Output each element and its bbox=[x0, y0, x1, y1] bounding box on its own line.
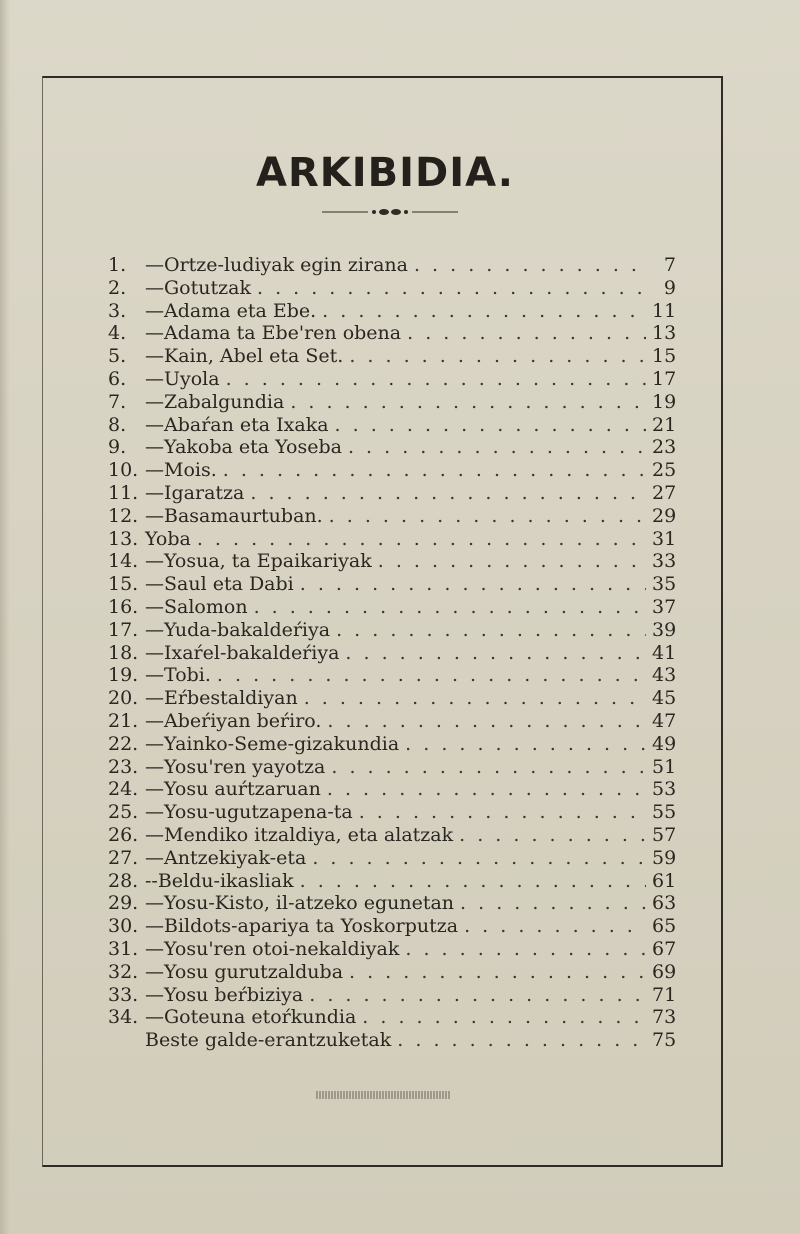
toc-entry-page-number: 37 bbox=[652, 595, 677, 618]
toc-entry bbox=[108, 915, 676, 938]
toc-dot-leader bbox=[309, 984, 646, 1007]
toc-dot-leader bbox=[226, 368, 646, 391]
toc-entry-number: 16. bbox=[108, 595, 139, 618]
footer-ornament-rule bbox=[316, 1089, 452, 1101]
toc-dot-leader bbox=[336, 619, 646, 642]
toc-entry-number: 18. bbox=[108, 641, 139, 664]
toc-entry-number: 19. bbox=[108, 664, 139, 687]
toc-entry bbox=[108, 642, 676, 665]
toc-entry bbox=[108, 961, 676, 984]
toc-entry-number: 29. bbox=[108, 892, 139, 915]
toc-entry-page-number: 71 bbox=[652, 983, 677, 1006]
toc-dot-leader bbox=[459, 824, 646, 847]
toc-entry bbox=[108, 459, 676, 482]
toc-entry bbox=[108, 1006, 676, 1029]
toc-entry-page-number: 43 bbox=[652, 664, 677, 687]
toc-entry bbox=[108, 756, 676, 779]
toc-entry-title: —Adama eta Ebe. bbox=[145, 299, 317, 322]
toc-entry-title: —Yainko-Seme-gizakundia bbox=[145, 732, 400, 755]
toc-entry-number: 32. bbox=[108, 960, 139, 983]
toc-entry bbox=[108, 550, 676, 573]
toc-entry-number: 34. bbox=[108, 1006, 139, 1029]
table-of-contents bbox=[108, 254, 676, 1052]
toc-dot-leader bbox=[362, 1006, 646, 1029]
toc-dot-leader bbox=[405, 938, 646, 961]
toc-dot-leader bbox=[327, 778, 646, 801]
toc-entry-page-number: 45 bbox=[652, 687, 677, 710]
toc-entry-page-number: 55 bbox=[652, 801, 677, 824]
toc-entry-title: —Goteuna etoŕkundia bbox=[145, 1006, 357, 1029]
toc-dot-leader bbox=[250, 482, 646, 505]
toc-entry-number: 26. bbox=[108, 823, 139, 846]
toc-entry-page-number: 15 bbox=[652, 345, 677, 368]
toc-entry-title: —Yosu-Kisto, il-atzeko egunetan bbox=[145, 892, 455, 915]
toc-dot-leader bbox=[460, 892, 646, 915]
toc-entry-number: 9. bbox=[108, 436, 127, 459]
toc-entry-page-number: 73 bbox=[652, 1006, 677, 1029]
toc-entry-number: 13. bbox=[108, 527, 139, 550]
toc-entry bbox=[108, 528, 676, 551]
toc-entry-page-number: 31 bbox=[652, 527, 677, 550]
toc-dot-leader bbox=[407, 322, 646, 345]
toc-entry-title: —Ixaŕel-bakaldeŕiya bbox=[145, 641, 340, 664]
toc-entry bbox=[108, 573, 676, 596]
toc-entry-title: —Yosu-ugutzapena-ta bbox=[145, 801, 353, 824]
toc-entry bbox=[108, 892, 676, 915]
toc-dot-leader bbox=[348, 436, 646, 459]
toc-entry-page-number: 21 bbox=[652, 413, 677, 436]
toc-entry-title: —Saul eta Dabi bbox=[145, 573, 294, 596]
toc-entry-title: —Eŕbestaldiyan bbox=[145, 687, 298, 710]
toc-entry-page-number: 23 bbox=[652, 436, 677, 459]
toc-entry-page-number: 25 bbox=[652, 459, 677, 482]
toc-dot-leader bbox=[290, 391, 646, 414]
toc-entry-title: —Yuda-bakaldeŕiya bbox=[145, 618, 331, 641]
toc-entry bbox=[108, 300, 676, 323]
toc-entry-number: 28. bbox=[108, 869, 139, 892]
toc-dot-leader bbox=[359, 801, 646, 824]
toc-dot-leader bbox=[223, 459, 646, 482]
toc-entry bbox=[108, 345, 676, 368]
toc-entry-title: —Adama ta Ebe'ren obena bbox=[145, 322, 402, 345]
toc-entry-title: —Yosua, ta Epaikariyak bbox=[145, 550, 372, 573]
toc-entry-number: 5. bbox=[108, 345, 127, 368]
toc-entry-page-number: 33 bbox=[652, 550, 677, 573]
toc-entry-page-number: 67 bbox=[652, 937, 677, 960]
toc-entry-title: —Zabalgundia bbox=[145, 390, 285, 413]
toc-entry-title: —Yosu auŕtzaruan bbox=[145, 778, 321, 801]
toc-entry bbox=[108, 596, 676, 619]
toc-entry bbox=[108, 619, 676, 642]
toc-entry-page-number: 41 bbox=[652, 641, 677, 664]
toc-entry-number: 20. bbox=[108, 687, 139, 710]
toc-entry bbox=[108, 391, 676, 414]
toc-entry bbox=[108, 687, 676, 710]
toc-dot-leader bbox=[322, 300, 646, 323]
toc-entry-number: 15. bbox=[108, 573, 139, 596]
toc-entry-title: Yoba bbox=[145, 527, 191, 550]
toc-entry-number: 4. bbox=[108, 322, 127, 345]
toc-entry-page-number: 65 bbox=[652, 915, 677, 938]
page-title: ARKIBIDIA. bbox=[256, 150, 514, 196]
toc-entry bbox=[108, 778, 676, 801]
toc-dot-leader bbox=[217, 664, 646, 687]
toc-entry-page-number: 53 bbox=[652, 778, 677, 801]
toc-entry-page-number: 19 bbox=[652, 390, 677, 413]
toc-entry-title: —Salomon bbox=[145, 595, 248, 618]
toc-entry-title: --Beldu-ikasliak bbox=[145, 869, 294, 892]
toc-entry-page-number: 49 bbox=[652, 732, 677, 755]
toc-entry-title: —Uyola bbox=[145, 367, 220, 390]
toc-entry bbox=[108, 733, 676, 756]
toc-entry-page-number: 13 bbox=[652, 322, 677, 345]
toc-entry bbox=[108, 801, 676, 824]
toc-entry-page-number: 7 bbox=[663, 254, 676, 276]
toc-dot-leader bbox=[312, 847, 646, 870]
toc-dot-leader bbox=[331, 756, 646, 779]
toc-entry bbox=[108, 847, 676, 870]
toc-dot-leader bbox=[378, 550, 646, 573]
toc-entry-number: 11. bbox=[108, 481, 139, 504]
toc-entry-number: 3. bbox=[108, 299, 127, 322]
toc-entry bbox=[108, 505, 676, 528]
toc-entry-title: —Gotutzak bbox=[145, 276, 251, 299]
toc-entry-title: —Abeŕiyan beŕiro. bbox=[145, 709, 322, 732]
toc-entry-page-number: 17 bbox=[652, 367, 677, 390]
toc-entry-page-number: 47 bbox=[652, 709, 677, 732]
toc-entry-number: 12. bbox=[108, 504, 139, 527]
toc-entry-title: —Yakoba eta Yoseba bbox=[145, 436, 342, 459]
toc-entry-number: 14. bbox=[108, 550, 139, 573]
toc-entry-title: —Ortze-ludiyak egin zirana bbox=[145, 254, 408, 276]
toc-dot-leader bbox=[300, 870, 646, 893]
toc-entry-number: 22. bbox=[108, 732, 139, 755]
toc-entry-number: 25. bbox=[108, 801, 139, 824]
toc-entry-number: 24. bbox=[108, 778, 139, 801]
toc-entry bbox=[108, 664, 676, 687]
toc-dot-leader bbox=[327, 710, 646, 733]
toc-entry-page-number: 69 bbox=[652, 960, 677, 983]
toc-dot-leader bbox=[349, 961, 646, 984]
toc-entry-title: —Igaratza bbox=[145, 481, 245, 504]
toc-dot-leader bbox=[397, 1029, 646, 1052]
toc-dot-leader bbox=[464, 915, 646, 938]
toc-entry-page-number: 57 bbox=[652, 823, 677, 846]
toc-entry-title: —Basamaurtuban. bbox=[145, 504, 323, 527]
toc-entry-page-number: 51 bbox=[652, 755, 677, 778]
toc-entry bbox=[108, 414, 676, 437]
toc-dot-leader bbox=[254, 596, 646, 619]
toc-entry-number: 33. bbox=[108, 983, 139, 1006]
toc-entry bbox=[108, 254, 676, 277]
toc-entry-page-number: 27 bbox=[652, 481, 677, 504]
toc-entry bbox=[108, 368, 676, 391]
toc-entry bbox=[108, 277, 676, 300]
toc-entry-page-number: 39 bbox=[652, 618, 677, 641]
toc-entry-page-number: 9 bbox=[663, 276, 676, 299]
toc-entry-number: 30. bbox=[108, 915, 139, 938]
toc-dot-leader bbox=[405, 733, 646, 756]
toc-entry-number: 2. bbox=[108, 276, 127, 299]
toc-dot-leader bbox=[345, 642, 646, 665]
toc-entry bbox=[108, 938, 676, 961]
toc-entry-title: —Yosu'ren yayotza bbox=[145, 755, 326, 778]
toc-entry-title: —Bildots-apariya ta Yoskorputza bbox=[145, 915, 459, 938]
toc-entry-page-number: 61 bbox=[652, 869, 677, 892]
toc-entry-title: —Tobi. bbox=[145, 664, 211, 687]
toc-dot-leader bbox=[349, 345, 646, 368]
toc-entry-title: —Antzekiyak-eta bbox=[145, 846, 307, 869]
toc-entry-title: —Yosu beŕbiziya bbox=[145, 983, 304, 1006]
toc-entry-page-number: 29 bbox=[652, 504, 677, 527]
toc-entry-title: Beste galde-erantzuketak bbox=[145, 1029, 392, 1052]
toc-entry-number: 23. bbox=[108, 755, 139, 778]
toc-entry-title: —Mendiko itzaldiya, eta alatzak bbox=[145, 823, 454, 846]
toc-entry-number: 31. bbox=[108, 937, 139, 960]
toc-entry-page-number: 63 bbox=[652, 892, 677, 915]
toc-entry-number: 7. bbox=[108, 390, 127, 413]
title-ornament bbox=[322, 205, 458, 219]
toc-entry bbox=[108, 1029, 676, 1052]
toc-entry-number: 8. bbox=[108, 413, 127, 436]
toc-entry-page-number: 59 bbox=[652, 846, 677, 869]
toc-entry-number: 10. bbox=[108, 459, 139, 482]
page-gutter-shadow bbox=[0, 0, 10, 1234]
toc-entry-title: —Abaŕan eta Ixaka bbox=[145, 413, 329, 436]
toc-dot-leader bbox=[304, 687, 646, 710]
toc-entry-title: —Yosu'ren otoi-nekaldiyak bbox=[145, 937, 400, 960]
toc-dot-leader bbox=[335, 414, 646, 437]
toc-entry-number: 27. bbox=[108, 846, 139, 869]
toc-entry-number: 21. bbox=[108, 709, 139, 732]
toc-entry-number: 1. bbox=[108, 254, 127, 276]
toc-dot-leader bbox=[414, 254, 646, 277]
toc-entry bbox=[108, 824, 676, 847]
toc-entry bbox=[108, 322, 676, 345]
toc-entry-number: 6. bbox=[108, 367, 127, 390]
toc-entry-page-number: 11 bbox=[652, 299, 677, 322]
toc-entry bbox=[108, 482, 676, 505]
toc-entry-page-number: 75 bbox=[652, 1029, 677, 1052]
toc-dot-leader bbox=[329, 505, 646, 528]
toc-dot-leader bbox=[197, 528, 646, 551]
toc-dot-leader bbox=[300, 573, 646, 596]
toc-entry bbox=[108, 984, 676, 1007]
toc-entry-page-number: 35 bbox=[652, 573, 677, 596]
toc-entry-title: —Mois. bbox=[145, 459, 217, 482]
toc-entry-title: —Kain, Abel eta Set. bbox=[145, 345, 344, 368]
toc-entry bbox=[108, 710, 676, 733]
toc-entry-title: —Yosu gurutzalduba bbox=[145, 960, 344, 983]
toc-entry-number: 17. bbox=[108, 618, 139, 641]
toc-entry bbox=[108, 436, 676, 459]
toc-entry bbox=[108, 870, 676, 893]
toc-dot-leader bbox=[257, 277, 646, 300]
